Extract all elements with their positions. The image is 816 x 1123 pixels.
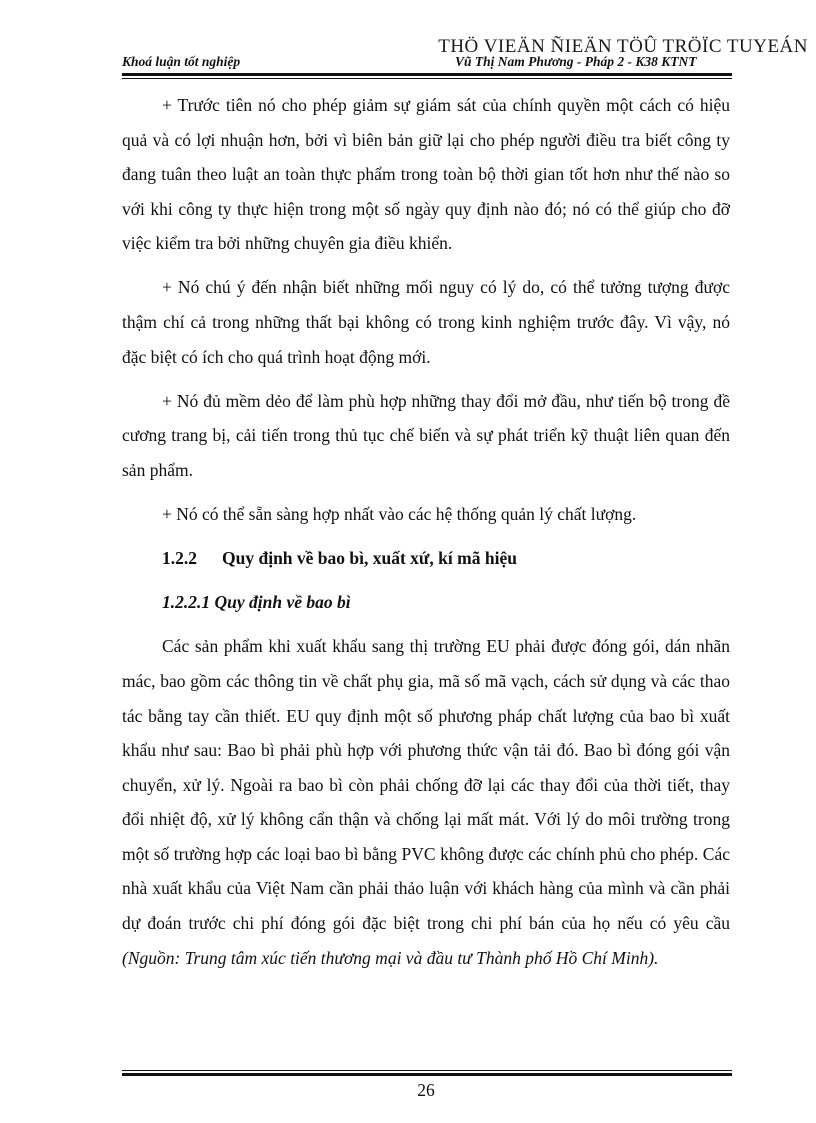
source-citation: (Nguồn: Trung tâm xúc tiến thương mại và đầu tư Thành phố Hồ Chí Minh). (122, 947, 659, 968)
header-right-author: Vũ Thị Nam Phương - Pháp 2 - K38 KTNT (455, 54, 697, 69)
paragraph-4: + Nó có thể sẵn sàng hợp nhất vào các hệ thống quản lý chất lượng. (162, 504, 637, 525)
section-title: Quy định về bao bì, xuất xứ, kí mã hiệu (222, 548, 517, 569)
page-content (122, 88, 730, 985)
paragraph-1: + Trước tiên nó cho phép giảm sự giám sát của chính quyền một cách có hiệu quả và có lợi nhuận hơn, bởi vì biên bản giữ lại cho phép người điều tra biết công ty đang tuân theo luật an toàn thực phẩm trong toàn bộ thời gian tốt hơn như thế nào so với khi công ty thực hiện trong một số ngày quy định nào đó; nó có thể giúp cho đỡ việc kiểm tra bởi những chuyên gia điều khiển. (122, 95, 730, 254)
section-heading (122, 541, 730, 576)
subsection-heading: 1.2.2.1 Quy định về bao bì (162, 592, 351, 613)
header-left-title: Khoá luận tốt nghiệp (122, 54, 241, 69)
header-rule (122, 73, 732, 79)
paragraph-3: + Nó đủ mềm dẻo để làm phù hợp những thay đổi mở đầu, như tiến bộ trong đề cương trang bị, cải tiến trong thủ tục chế biến và sự phát triển kỹ thuật liên quan đến sản phẩm. (122, 390, 730, 480)
paragraph-2: + Nó chú ý đến nhận biết những mối nguy có lý do, có thể tưởng tượng được thậm chí cả trong những thất bại không có trong kinh nghiệm trước đây. Vì vậy, nó đặc biệt có ích cho quá trình hoạt động mới. (122, 277, 730, 367)
page-number: 26 (417, 1080, 435, 1100)
paragraph-5-text: Các sản phẩm khi xuất khẩu sang thị trường EU phải được đóng gói, dán nhãn mác, bao gồm các thông tin về chất phụ gia, mã số mã vạch, cách sử dụng và các thao tác bằng tay cần thiết. EU quy định một số phương pháp chất lượng của bao bì xuất khẩu như sau: Bao bì phải phù hợp với phương thức vận tải đó. Bao bì đóng gói vận chuyển, xử lý. Ngoài ra bao bì còn phải chống đỡ lại các thay đổi của thời tiết, thay đổi nhiệt độ, xử lý không cẩn thận và chống lại mất mát. Với lý do môi trường trong một số trường hợp các loại bao bì bằng PVC không được các chính phủ cho phép. Các nhà xuất khẩu của Việt Nam cần phải thảo luận với khách hàng của mình và cần phải dự đoán trước chi phí đóng gói đặc biệt trong chi phí bán của họ nếu có yêu cầu (122, 636, 730, 934)
paragraph-5 (122, 629, 730, 975)
section-number: 1.2.2 (162, 548, 197, 569)
footer-rule (122, 1070, 732, 1076)
watermark-text: THÖ VIEÄN ÑIEÄN TÖÛ TRÖÏC TUYEÁN (438, 36, 808, 57)
